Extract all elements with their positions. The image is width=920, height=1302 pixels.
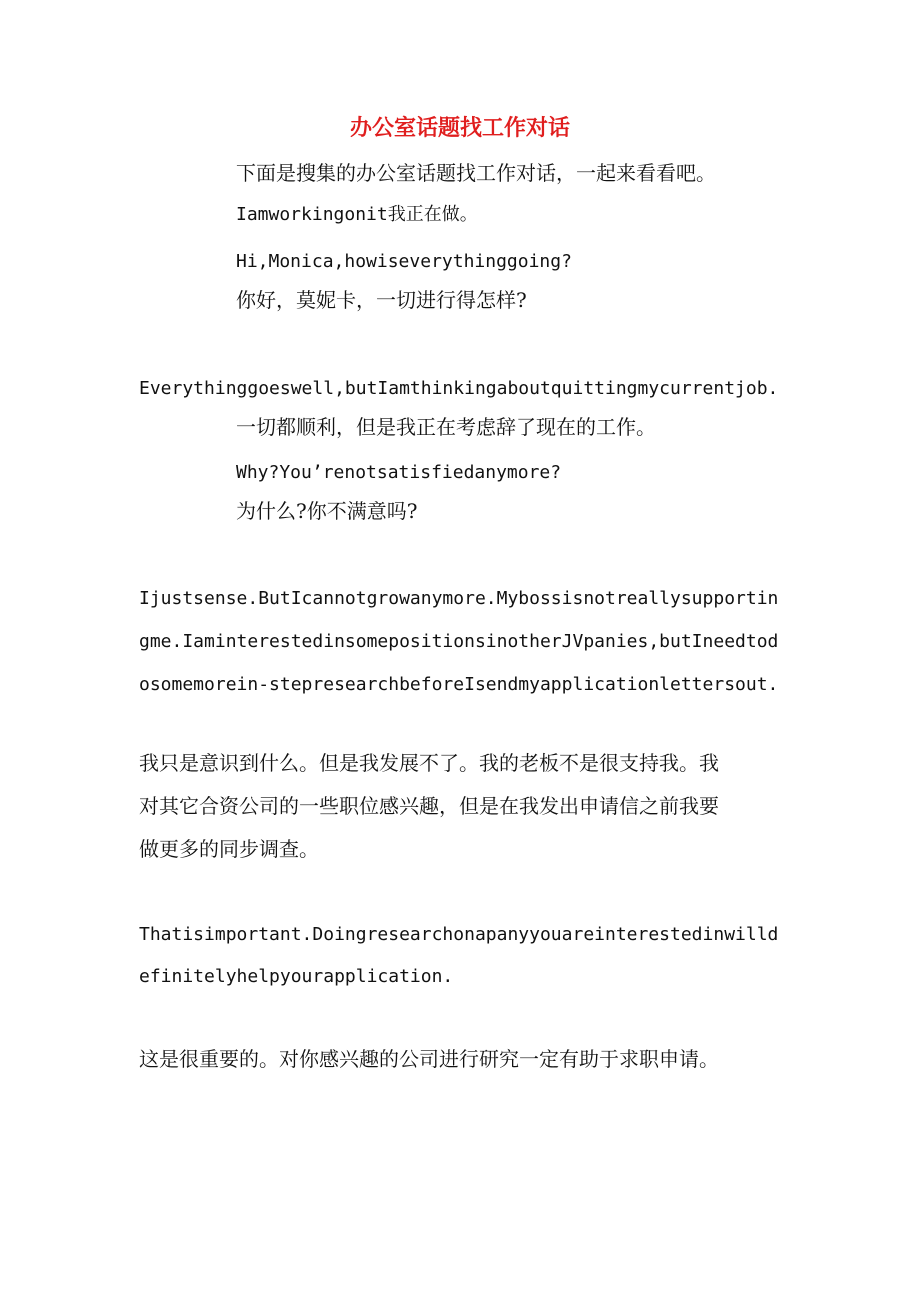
- heading-line: Iamworkingonit我正在做。: [236, 204, 478, 225]
- dialogue-line-2: 你好，莫妮卡，一切进行得怎样?: [236, 288, 527, 312]
- dialogue-line-10: 我只是意识到什么。但是我发展不了。我的老板不是很支持我。我: [139, 751, 719, 775]
- dialogue-line-9: osomemorein-stepresearchbeforeIsendmyapplicationlettersout.: [139, 674, 779, 695]
- dialogue-line-15: 这是很重要的。对你感兴趣的公司进行研究一定有助于求职申请。: [139, 1047, 719, 1071]
- dialogue-line-5: Why?You’renotsatisfiedanymore?: [236, 462, 562, 483]
- page-title: 办公室话题找工作对话: [349, 115, 570, 141]
- dialogue-line-13: Thatisimportant.Doingresearchonapanyyouareinterestedinwilld: [139, 924, 779, 945]
- dialogue-line-12: 做更多的同步调查。: [139, 837, 319, 861]
- dialogue-line-8: gme.IaminterestedinsomepositionsinotherJVpanies,butIneedtod: [139, 631, 779, 652]
- dialogue-line-4: 一切都顺利，但是我正在考虑辞了现在的工作。: [236, 415, 656, 439]
- dialogue-line-6: 为什么?你不满意吗?: [236, 499, 418, 523]
- dialogue-line-1: Hi,Monica,howiseverythinggoing?: [236, 251, 572, 272]
- dialogue-line-7: Ijustsense.ButIcannotgrowanymore.Mybossisnotreallysupportin: [139, 588, 779, 609]
- intro-text: 下面是搜集的办公室话题找工作对话，一起来看看吧。: [236, 161, 716, 185]
- dialogue-line-11: 对其它合资公司的一些职位感兴趣，但是在我发出申请信之前我要: [139, 794, 719, 818]
- dialogue-line-14: efinitelyhelpyourapplication.: [139, 966, 454, 987]
- dialogue-line-3: Everythinggoeswell,butIamthinkingaboutquittingmycurrentjob.: [139, 378, 779, 399]
